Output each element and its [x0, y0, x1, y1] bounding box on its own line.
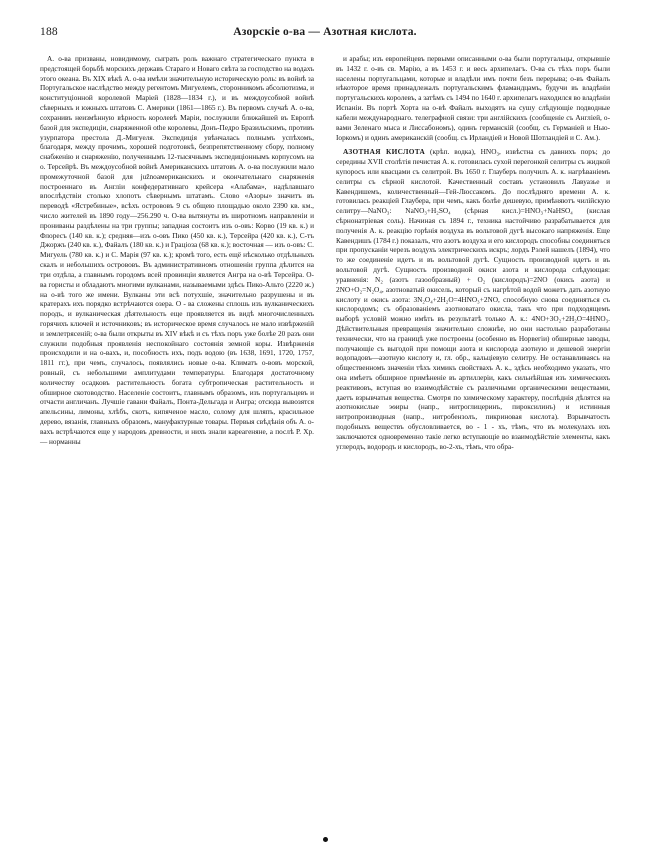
page-ornament: [323, 837, 328, 842]
right-column: [336, 54, 610, 824]
running-title: Азорскіе о-ва — Азотная кислота.: [233, 26, 417, 38]
entry-title: АЗОТНАЯ КИСЛОТА: [343, 147, 426, 157]
two-column-body: [40, 54, 610, 824]
paragraph: А. о-ва призваны, новидимому, сыграть роль важнаго стратегическаго пункта в предстоящей борьбѣ морскихъ державъ Стараго и Новаго свѣта за господство на водахъ этого океана. Въ XIX вѣкѣ А. о-ва имѣли значительную историческую роль: въ войнѣ за Португальское наслѣдство между регентомъ Мигуелемъ, сторонникомъ абсолютизма, и конституціонной королевой Маріей (1828—1834 г.), и въ междоусобной войнѣ сѣверныхъ и южныхъ штатовъ С. Америки (1861—1865 г.). Въ первомъ случаѣ А. о-ва, сохранивъ неизмѣнную вѣрность королевѣ Маріи, послужили ближайшей въ Европѣ базой для экспедиціи, снаряженной othe королевы, Донъ-Педро Бразильскимъ, противъ узурпатора престола Д.-Мигуеля. Экспедиція увѣнчалась полнымъ успѣхомъ, благодаря, между прочимъ, хорошей подготовкѣ, безпрепятственному сбору, полному снабженію и снаряженію, полученнымъ 12-тысячнымъ экспедиціоннымъ корпусомъ на о. Терсейрѣ. Въ междоусобной войнѣ Американскихъ штатовъ А. о-ва послужили мало промежуточной базой для južnoамериканскихъ и окончательнаго снаряженія построеннаго въ Англіи конфедеративнаго крейсера «Алабама», надѣлавшаго впослѣдствіи столько хлопотъ сѣвернымъ штатамъ. Слово «Азоры» значитъ въ переводѣ «Ястребиные», всѣхъ острововъ 9 съ общею площадью около 2390 кв. км., число жителей въ 1890 году—256.290 ч. О-ва вытянуты въ широтномъ направленіи и прониваны раздѣлены на три группы; западная состоитъ изъ о-овъ: Корво (19 кв. к.) и Флоресъ (140 кв. к.); средняя—изъ о-овъ Пико (450 кв. к.), Терсейра (420 кв. к.), С-тъ Джоржъ (240 кв. к.), Файалъ (180 кв. к.) и Граціоза (68 кв. к.); восточная — изъ о-овъ: С. Мигуель (780 кв. к.) и С. Марія (97 кв. к.); кромѣ того, есть ещё нѣсколько отдѣльныхъ скалъ и небольшихъ острововъ. Въ административномъ отношеніи группа дѣлится на три отдѣла, а главнымъ городомъ всей провинціи является Ангра на о-вѣ Терсейра. О-ва гористы и обладаютъ многими вулканами, называемыми здѣсь Пико-Альто (2220 ж.) на о-вѣ того же имени. Вулканы эти всѣ потухшіе, значительно разрушены и въ кратерахъ ихъ порядко встрѣчаются озера. О - ва сложены сплошь изъ вулканическихъ породъ, и вулканическая дѣятельность еще проявляется въ видѣ многочисленныхъ горячихъ ключей и источниковъ; въ историческое время случалось не мало извѣрженій и землетрясеній; о-ва были открыты въ XIV вѣкѣ и съ тѣхъ поръ уже болѣе 20 разъ они служили подобныя проявленія неспокойнаго состоянія земной коры. Извѣрженія происходили и на о-вахъ, и, пособность ихъ, подъ водою (въ 1638, 1691, 1720, 1757, 1811 гг.), при чемъ, случалось, появлялись новые о-ва. Климатъ о-вовъ морской, ровный, съ небольшими амплитудами температуры. Благодаря достаточному количеству осадковъ растительность богата субтропическая растительность и обширное скотоводство. Населеніе состоитъ, главнымъ образомъ, изъ португальцевъ и отчасти англичанъ. Лучшіе гавани Файалъ, Понта-Дельгада и Ангра; отсюда вывозятся апельсины, лимоны, хлѣбъ, скотъ, кипяченое масло, солому для шляпъ, красильное дерево, вязанія, главныхъ образомъ, мануфактурные товары. Первыя свѣдѣнія объ А. о-вахъ встрѣчаются еще у народовъ древности, и нихъ знали кареагеняне, а послѣ Р. Хр.— норманны: [40, 54, 314, 446]
page-header: [40, 26, 610, 42]
entry-paragraph: [336, 147, 610, 451]
folio-number: 188: [40, 26, 58, 38]
entry-body: (крѣп. водка), HNO₃, извѣстна съ давнихъ поръ; до середины XVII столѣтія печистая А. к. готовилась сухой перегонкой селитры съ жидкой купоросъ или квасцами съ селитрой. Въ 1650 г. Глауберъ получилъ А. к. нагрѣваніемъ селитры съ сѣрной кислотой. Качественный составъ установилъ Лавуазье и Кавендишемъ, количественный—Гей-Люссакомъ. До послѣдняго времени А. к. готовилась реакціей Глаубера, при чемъ, какъ болѣе дешевую, примѣняютъ чилійскую селитру—NaNO₃: NaNO₃+H₂SO₄ (сѣрная кисл.)=HNO₃+NaHSO₄ (кислая сѣрнонатріевая соль). Начиная съ 1894 г., техника настойчиво разрабатывается для полученія А. к. реакцію горѣнія воздуха въ вольтовой дугѣ высокаго напряженія. Еще Кавендишъ (1784 г.) показалъ, что азотъ воздуха и его кислородъ способны соединяться при пропусканіи черезъ воздухъ электрическихъ искръ; лордъ Рэлей нашелъ (1894), что то же соединеніе идетъ и въ вольтовой дугѣ. Сущность производной идетъ и въ вольтовой дугѣ. Сущность производной окиси азота и кислорода слѣдующая: уравненія: N₂ (азотъ газообразный) + O₂ (кислородъ)=2NO (окись азота) и 2NO+O₂=N₂O₄, азотноватый окисель, который съ нагрѣтой водой можетъ дать азотную кислоту и окись азота: 3N₂O₄+2H₂O=4HNO₃+2NO, способную снова соединяться съ кислородомъ; съ образованіемъ азотноватаго окисла, такъ что при подходящемъ выборѣ условій можно имѣть въ результатѣ только А. к.: 4NO+3O₂+2H₂O=4HNO₃. Дѣйствительныя превращенія значительно сложнѣе, но они настолько разработаны технически, что на границѣ уже построены (особенно въ Норвегіи) обширные заводы, получающіе съ выгодой при помощи азота и кислорода азотную и дешевой энергіи водопадовъ—азотную кислоту и, гл. обр., кальціевую селитру. Не останавливаясь на общественномъ значеніи тѣхъ химикъ свойствахъ А. к., здѣсь необходимо указать, что она имѣетъ обширное примѣненіе въ артиллеріи, какъ сильнѣйшая изъ химическихъ реактивовъ, вступая во взаимодѣйствіе съ различными органическими веществами, даетъ взрывчатыя вещества. Смотря по химическому характеру, послѣднія дѣлятся на азотнокислые эѳиры (напр., нитроглицеринъ, пироксилинъ) и истинныя нитропроизводныя (напр., нитробензолъ, пикриновая кислота). Взрывчатость подобныхъ веществъ обусловливается, во - 1 - хъ, тѣмъ, что въ молекулахъ ихъ заключаются одновременно такіе легко вступающіе во взаимодѣйствіе элементы, какъ углеродъ, водородъ и кислородъ, во-2-хъ, тѣмъ, что обра-: [336, 147, 610, 451]
paragraph: и арабы; изъ европейцевъ первыми описанными о-ва были португальцы, открывшіе въ 1432 г. о-въ св. Марію, а въ 1453 г. и весь архипелагъ. О-ва съ тѣхъ поръ были населены португальцами, которые и владѣли имъ почти безъ перерыва; о-въ Файалъ нѣкоторое время принадлежалъ португальскимъ фламандцамъ, будучи въ владѣніи португальскихъ королевъ, а затѣмъ съ 1494 по 1640 г. архипелагъ находился во владѣніи Испаніи. Въ портѣ Хорта на о-вѣ Файалъ выходятъ на сушу слѣдующіе подводные кабели международнаго. телеграфной связи: три англійскихъ (сообщеніе съ Англіей, о-вами Зеленаго мыса и Лиссабономъ), одинъ германскій (сообщ. съ Германіей и Нью-Іоркомъ) и одинъ американскій (сообщ. съ Ирландіей и Новой Шотландіей и С. Ам.).: [336, 54, 610, 142]
left-column: [40, 54, 314, 824]
